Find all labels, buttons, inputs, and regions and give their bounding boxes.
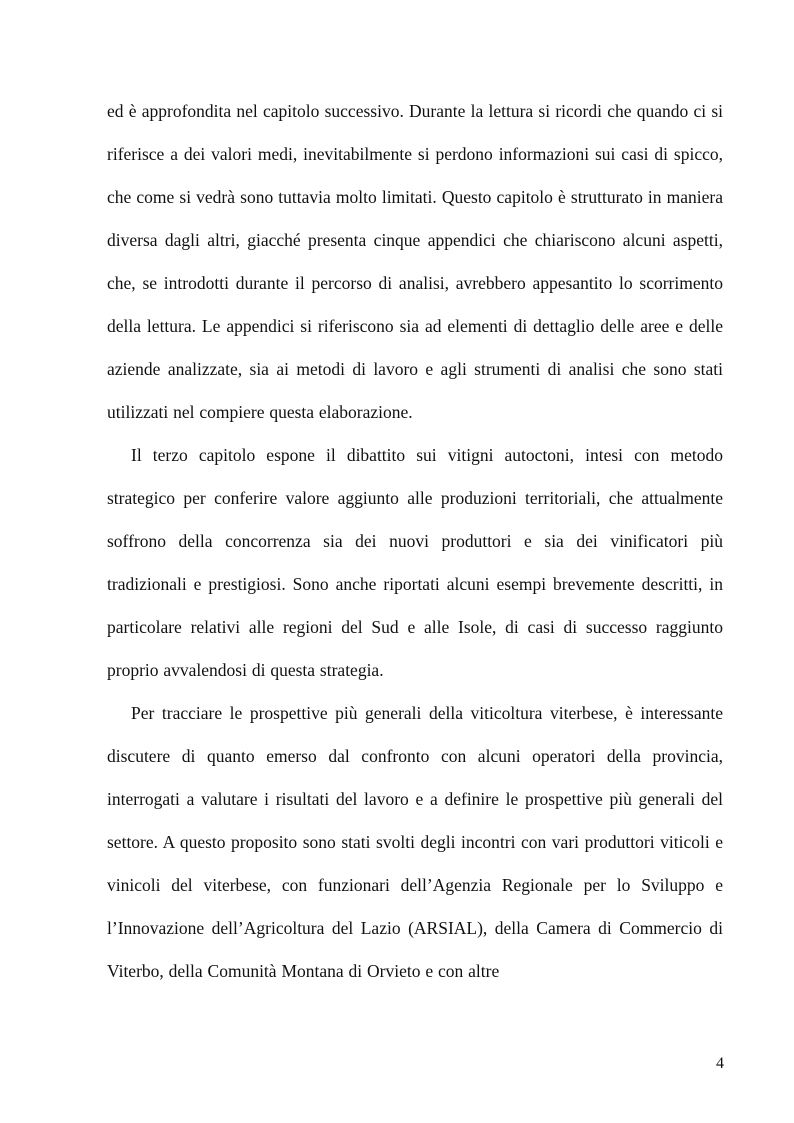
- paragraph-continuation: ed è approfondita nel capitolo successivo. Durante la lettura si ricordi che quando ci si riferisce a dei valori medi, inevitabilmente si perdono informazioni sui casi di spicco, che come si vedrà sono tuttavia molto limitati. Questo capitolo è strutturato in maniera diversa dagli altri, giacché presenta cinque appendici che chiariscono alcuni aspetti, che, se introdotti durante il percorso di analisi, avrebbero appesantito lo scorrimento della lettura. Le appendici si riferiscono sia ad elementi di dettaglio delle aree e delle aziende analizzate, sia ai metodi di lavoro e agli strumenti di analisi che sono stati utilizzati nel compiere questa elaborazione.: [107, 101, 723, 422]
- page-number: 4: [716, 1055, 724, 1072]
- paragraph-perspectives: Per tracciare le prospettive più generali della viticoltura viterbese, è interessante discutere di quanto emerso dal confronto con alcuni operatori della provincia, interrogati a valutare i risultati del lavoro e a definire le prospettive più generali del settore. A questo proposito sono stati svolti degli incontri con vari produttori viticoli e vinicoli del viterbese, con funzionari dell’Agenzia Regionale per lo Sviluppo e l’Innovazione dell’Agricoltura del Lazio (ARSIAL), della Camera di Commercio di Viterbo, della Comunità Montana di Orvieto e con altre: [107, 703, 723, 981]
- paragraph-third-chapter: Il terzo capitolo espone il dibattito sui vitigni autoctoni, intesi con metodo strategico per conferire valore aggiunto alle produzioni territoriali, che attualmente soffrono della concorrenza sia dei nuovi produttori e sia dei vinificatori più tradizionali e prestigiosi. Sono anche riportati alcuni esempi brevemente descritti, in particolare relativi alle regioni del Sud e alle Isole, di casi di successo raggiunto proprio avvalendosi di questa strategia.: [107, 445, 723, 680]
- page-body: [107, 90, 723, 993]
